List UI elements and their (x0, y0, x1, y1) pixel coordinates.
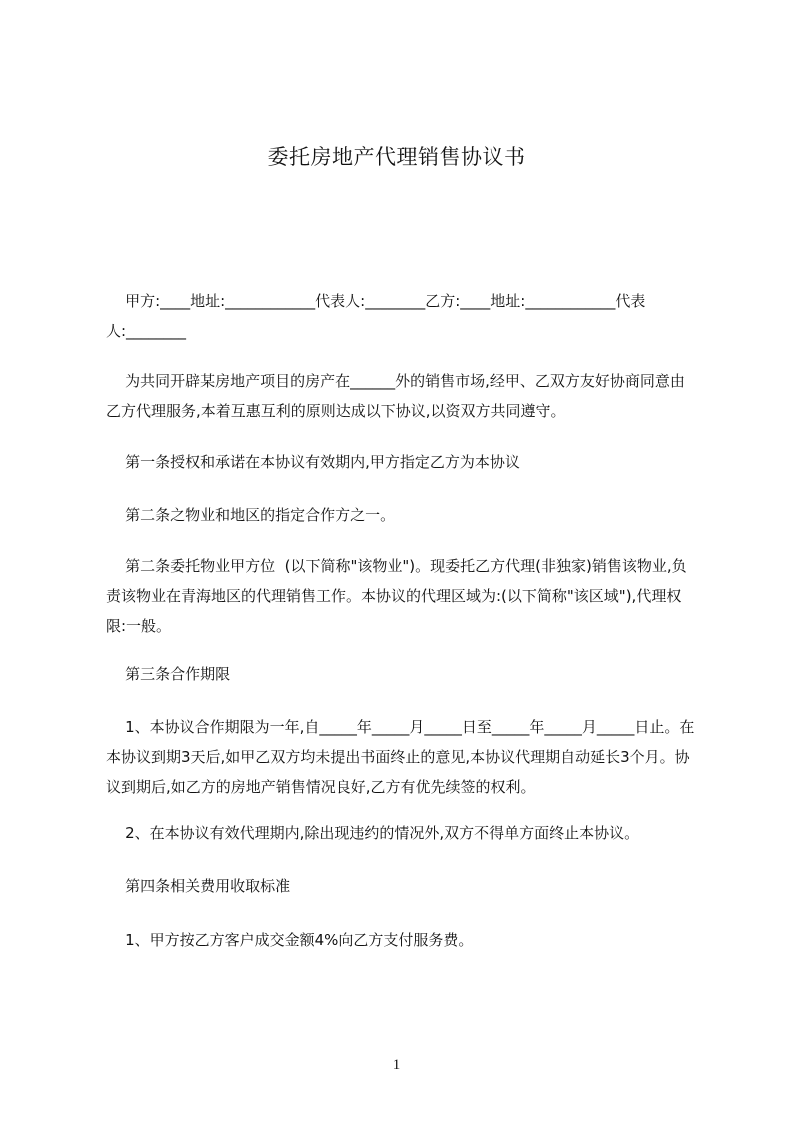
article-four-heading: 第四条相关费用收取标准 (106, 877, 291, 895)
purpose-paragraph: 为共同开辟某房地产项目的房产在______外的销售市场,经甲、乙双方友好协商同意由乙方代理服务,本着互惠互利的原则达成以下协议,以资双方共同遵守。 (106, 372, 685, 420)
parties-paragraph: 甲方:____地址:____________代表人:________乙方:____地址:____________代表人:________ (106, 292, 646, 340)
article-two-property-paragraph: 第二条委托物业甲方位 (以下简称"该物业")。现委托乙方代理(非独家)销售该物业,负责该物业在青海地区的代理销售工作。本协议的代理区域为:(以下简称"该区域"),代理权限:一般。 (106, 557, 687, 635)
article-three-heading: 第三条合作期限 (106, 665, 231, 683)
fee-clause-one-paragraph: 1、甲方按乙方客户成交金额4%向乙方支付服务费。 (106, 931, 474, 949)
term-clause-one-paragraph: 1、本协议合作期限为一年,自_____年_____月_____日至_____年_____月_____日止。在本协议到期3天后,如甲乙双方均未提出书面终止的意见,本协议代理期自动延长3个月。协议到期后,如乙方的房地产销售情况良好,乙方有优先续签的权利。 (106, 718, 695, 796)
article-two-intro-paragraph: 第二条之物业和地区的指定合作方之一。 (106, 506, 396, 524)
article-one-paragraph: 第一条授权和承诺在本协议有效期内,甲方指定乙方为本协议 (106, 453, 520, 471)
term-clause-two-paragraph: 2、在本协议有效代理期内,除出现违约的情况外,双方不得单方面终止本协议。 (106, 824, 640, 842)
page-number: 1 (392, 1057, 401, 1073)
document-title: 委托房地产代理销售协议书 (267, 145, 526, 169)
